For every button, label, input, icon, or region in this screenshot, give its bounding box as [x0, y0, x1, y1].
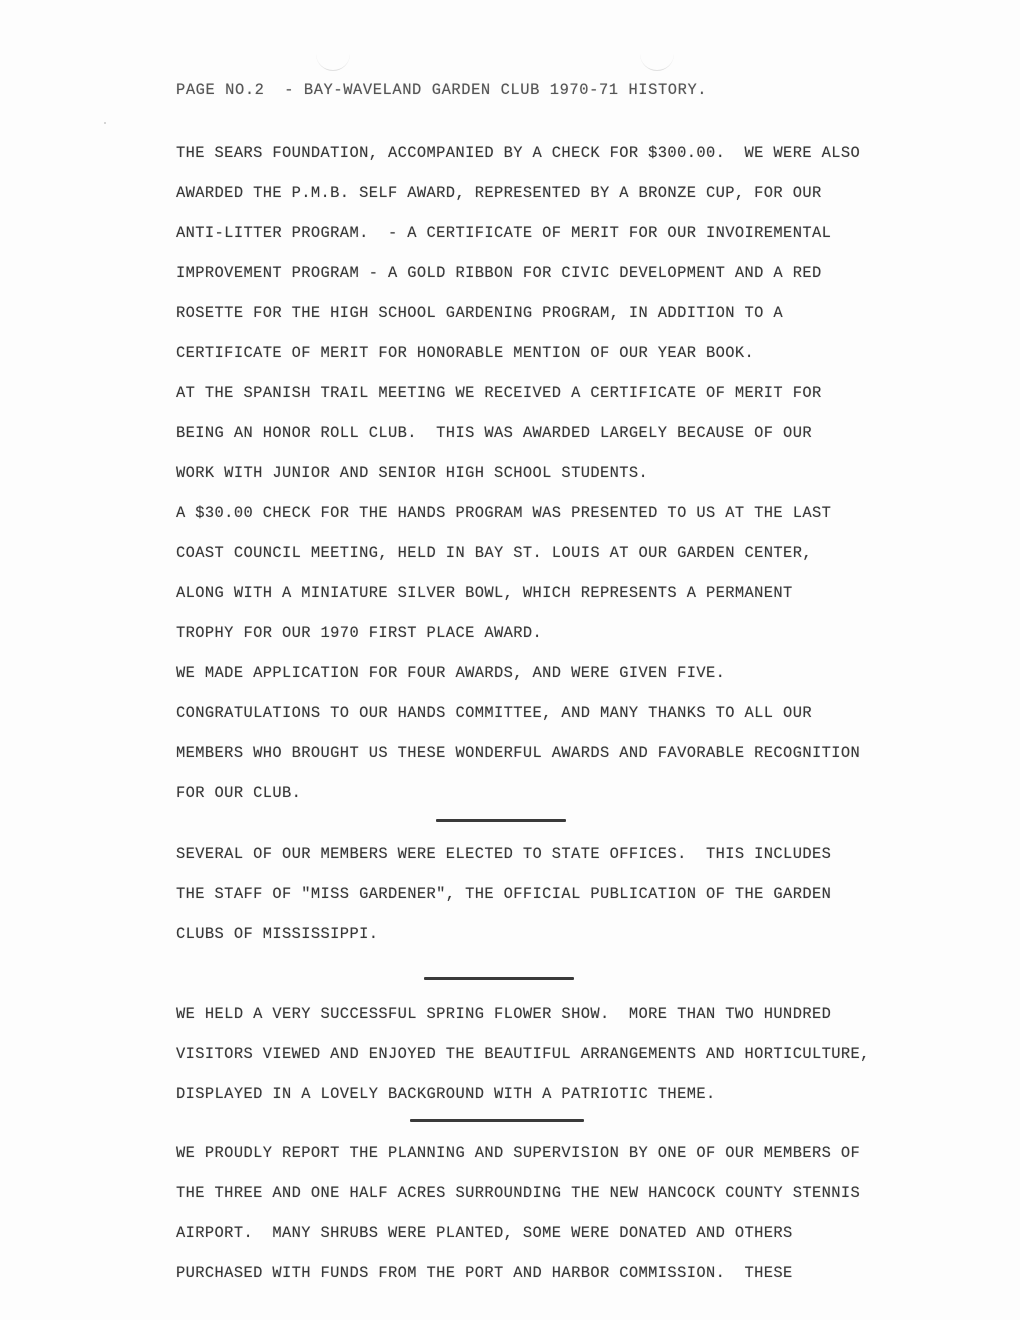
text-line: MEMBERS WHO BROUGHT US THESE WONDERFUL AWARDS AND FAVORABLE RECOGNITION	[176, 744, 861, 762]
text-line: WORK WITH JUNIOR AND SENIOR HIGH SCHOOL STUDENTS.	[176, 464, 649, 482]
text-line: IMPROVEMENT PROGRAM - A GOLD RIBBON FOR CIVIC DEVELOPMENT AND A RED	[176, 264, 822, 282]
text-line: SEVERAL OF OUR MEMBERS WERE ELECTED TO STATE OFFICES. THIS INCLUDES	[176, 845, 832, 863]
text-line: AIRPORT. MANY SHRUBS WERE PLANTED, SOME WERE DONATED AND OTHERS	[176, 1224, 793, 1242]
binder-hole-right	[640, 48, 674, 71]
text-line: FOR OUR CLUB.	[176, 784, 302, 802]
page-header: PAGE NO.2 - BAY-WAVELAND GARDEN CLUB 1970-71 HISTORY.	[176, 81, 708, 99]
text-line: ALONG WITH A MINIATURE SILVER BOWL, WHICH REPRESENTS A PERMANENT	[176, 584, 793, 602]
text-line: CERTIFICATE OF MERIT FOR HONORABLE MENTION OF OUR YEAR BOOK.	[176, 344, 755, 362]
text-line: BEING AN HONOR ROLL CLUB. THIS WAS AWARDED LARGELY BECAUSE OF OUR	[176, 424, 812, 442]
text-line: ANTI-LITTER PROGRAM. - A CERTIFICATE OF MERIT FOR OUR INVOIREMENTAL	[176, 224, 832, 242]
binder-hole-left	[316, 48, 350, 71]
section-divider	[436, 819, 566, 822]
text-line: AT THE SPANISH TRAIL MEETING WE RECEIVED A CERTIFICATE OF MERIT FOR	[176, 384, 822, 402]
text-line: THE SEARS FOUNDATION, ACCOMPANIED BY A CHECK FOR $300.00. WE WERE ALSO	[176, 144, 861, 162]
text-line: ROSETTE FOR THE HIGH SCHOOL GARDENING PROGRAM, IN ADDITION TO A	[176, 304, 784, 322]
text-line: A $30.00 CHECK FOR THE HANDS PROGRAM WAS PRESENTED TO US AT THE LAST	[176, 504, 832, 522]
text-line: VISITORS VIEWED AND ENJOYED THE BEAUTIFUL ARRANGEMENTS AND HORTICULTURE,	[176, 1045, 870, 1063]
paper-speck	[104, 122, 106, 124]
text-line: CONGRATULATIONS TO OUR HANDS COMMITTEE, AND MANY THANKS TO ALL OUR	[176, 704, 812, 722]
text-line: WE HELD A VERY SUCCESSFUL SPRING FLOWER SHOW. MORE THAN TWO HUNDRED	[176, 1005, 832, 1023]
text-line: PURCHASED WITH FUNDS FROM THE PORT AND HARBOR COMMISSION. THESE	[176, 1264, 793, 1282]
text-line: THE STAFF OF "MISS GARDENER", THE OFFICIAL PUBLICATION OF THE GARDEN	[176, 885, 832, 903]
text-line: COAST COUNCIL MEETING, HELD IN BAY ST. LOUIS AT OUR GARDEN CENTER,	[176, 544, 812, 562]
text-line: WE MADE APPLICATION FOR FOUR AWARDS, AND WERE GIVEN FIVE.	[176, 664, 726, 682]
section-divider	[410, 1119, 584, 1122]
text-line: WE PROUDLY REPORT THE PLANNING AND SUPERVISION BY ONE OF OUR MEMBERS OF	[176, 1144, 861, 1162]
section-divider	[424, 977, 574, 980]
text-line: AWARDED THE P.M.B. SELF AWARD, REPRESENTED BY A BRONZE CUP, FOR OUR	[176, 184, 822, 202]
text-line: TROPHY FOR OUR 1970 FIRST PLACE AWARD.	[176, 624, 543, 642]
text-line: DISPLAYED IN A LOVELY BACKGROUND WITH A PATRIOTIC THEME.	[176, 1085, 716, 1103]
text-line: THE THREE AND ONE HALF ACRES SURROUNDING THE NEW HANCOCK COUNTY STENNIS	[176, 1184, 861, 1202]
text-line: CLUBS OF MISSISSIPPI.	[176, 925, 379, 943]
